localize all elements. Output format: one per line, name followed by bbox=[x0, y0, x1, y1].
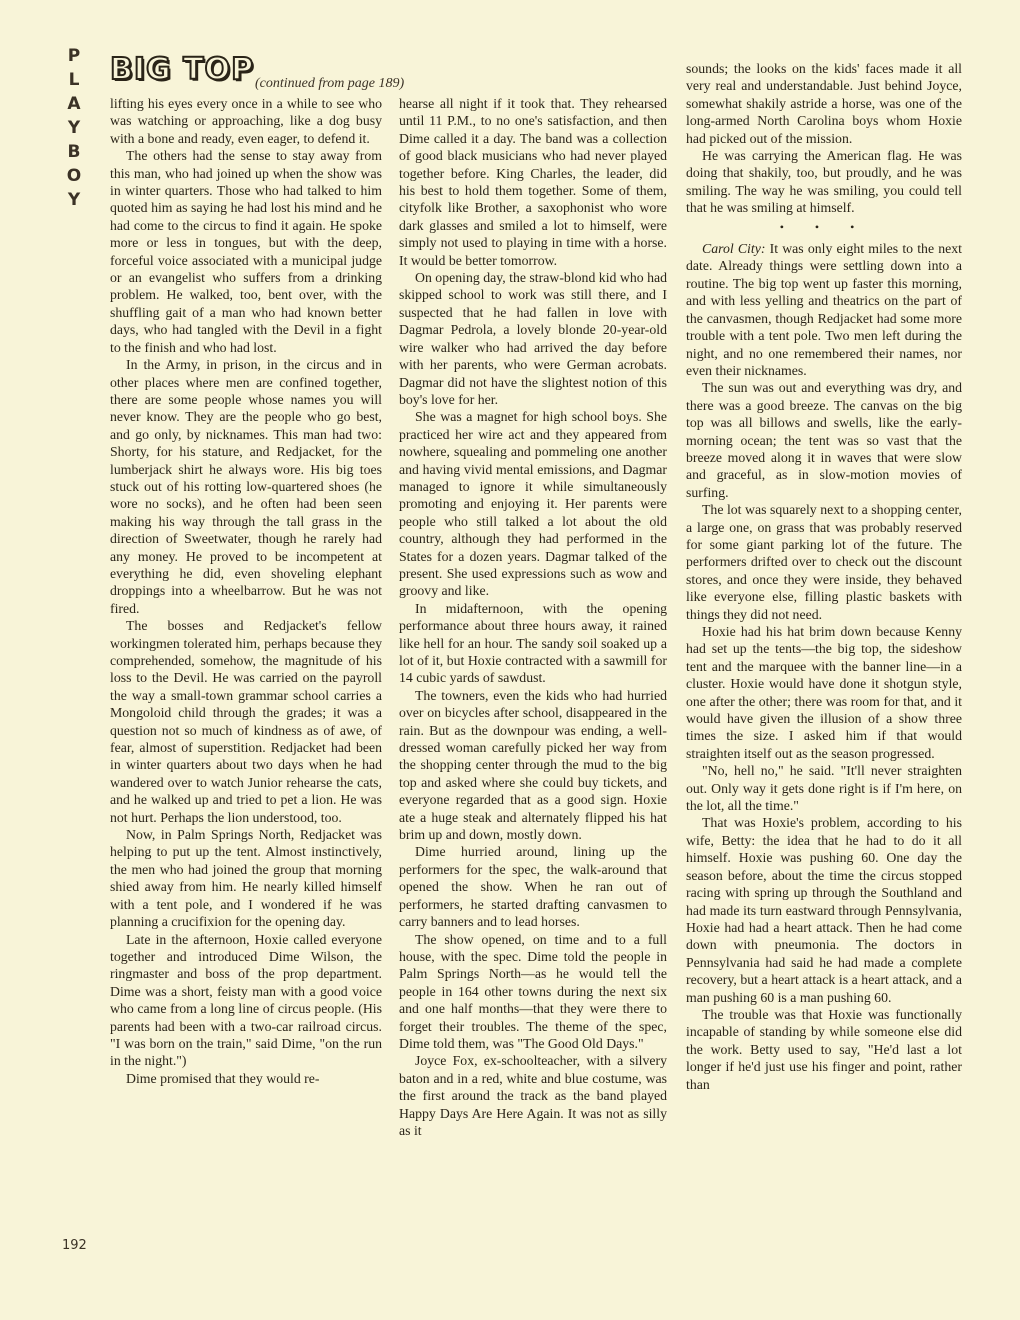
paragraph-text: It was only eight miles to the next date. Already things were settling down into a routine. The big top went up faster this morning, and with less yelling and theatrics on the part of the canvasmen, though Redjacket had some more trouble with a tent pole. Two men left during the night, and no one remembered their names, nor even their nicknames. bbox=[686, 241, 963, 378]
paragraph: The lot was squarely next to a shopping center, a large one, on grass that was probably reserved for some giant parking lot of the future. The performers drifted over to check out the discount stores, and once they were inside, they behaved like everyone else, filling plastic baskets with things they did not need. bbox=[686, 502, 962, 622]
paragraph: The show opened, on time and to a full house, with the spec. Dime told the people in Palm Springs North—as he would tell the people in 164 other towns during the next six and one half months—that they were there to forget their troubles. The theme of the spec, Dime told them, was "The Good Old Days." bbox=[399, 931, 667, 1051]
paragraph: Hoxie had his hat brim down because Kenny had set up the tents—the big top, the sideshow tent and the marquee with the banner line—in a cluster. Hoxie would have done it shotgun style, one after the other; there was room for that, and it would have given the illusion of a show three times the size. I asked him if that would straighten itself out as the season progressed. bbox=[686, 624, 962, 761]
paragraph: That was Hoxie's problem, according to his wife, Betty: the idea that he had to do it all himself. Hoxie was pushing 60. One day the season before, about the time the circus stopped racing with spring up through the Southland and had made its turn eastward through Pennsylvania, Hoxie had had a heart attack. Then he had come down with pneumonia. The doctors in Pennsylvania had said he had made a complete recovery, but a heart attack is a heart attack, and a man pushing 60 is a man pushing 60. bbox=[686, 815, 962, 1005]
logo-letter: A bbox=[67, 94, 81, 114]
paragraph: The sun was out and everything was dry, and there was a good breeze. The canvas on the big top was all billows and swells, like the early-morning ocean; the tent was so vast that the breeze moved along it in waves that were slow and graceful, as in slow-motion movies of surfing. bbox=[686, 380, 962, 500]
text-column-2 bbox=[399, 95, 667, 1139]
paragraph: lifting his eyes every once in a while to see who was watching or approaching, like a dog busy with a bone and ready, even eager, to defend it. bbox=[110, 96, 382, 146]
logo-letter: O bbox=[66, 166, 82, 186]
article-masthead: BIG TOP bbox=[110, 52, 255, 87]
dateline: Carol City: bbox=[702, 241, 766, 257]
paragraph: On opening day, the straw-blond kid who had skipped school to work was still there, and I suspected that he had fallen in love with Dagmar Pedrola, a lovely blonde 20-year-old wire walker who had arrived the day before with her parents, who were German acrobats. Dagmar did not have the slightest notion of this boy's love for her. bbox=[399, 270, 668, 407]
paragraph: The towners, even the kids who had hurried over on bicycles after school, disappeared in the rain. But as the downpour was ending, a well-dressed woman carefully picked her way from the shopping center through the mud to the big top and asked where she could buy tickets, and everyone regarded that as a good sign. Hoxie ate a huge steak and alternately flipped his hat brim up and down, mostly down. bbox=[399, 687, 667, 843]
text-column-3 bbox=[686, 60, 962, 1093]
paragraph: Dime hurried around, lining up the performers for the spec, the walk-around that opened the show. When he ran out of performers, he started drafting canvasmen to carry banners and to lead horses. bbox=[399, 844, 667, 930]
paragraph: Now, in Palm Springs North, Redjacket was helping to put up the tent. Almost instinctively, the men who had joined the group that morning shied away from him. He nearly killed himself with a tent pole, and I wondered if he was planning a crucifixion for the opening day. bbox=[110, 827, 382, 930]
logo-letter: P bbox=[67, 46, 81, 66]
paragraph: In the Army, in prison, in the circus and in other places where men are confined together, there are some people whose names you will never know. They are the people who go best, and go only, by nicknames. This man had two: Shorty, for his stature, and Redjacket, for the lumberjack shirt he always wore. His big toes stuck out of his rotting low-quartered shoes (he wore no socks), and he often had been seen making his way through the tall grass in the direction of Sweetwater, though he rarely had any money. He proved to be incompetent at everything he did, even shoveling elephant droppings into a wheelbarrow. But he was not fired. bbox=[110, 357, 382, 616]
text-column-1 bbox=[110, 95, 382, 1087]
paragraph: sounds; the looks on the kids' faces made it all very real and understandable. Just behind Joyce, somewhat shakily astride a horse, was one of the long-armed North Carolina boys whom Hoxie had picked out of the mission. bbox=[686, 61, 962, 146]
paragraph: The trouble was that Hoxie was functionally incapable of standing by while someone else did the work. Betty used to say, "He'd last a lot longer if he'd just use his finger and point, rather than bbox=[686, 1006, 962, 1092]
logo-letter: B bbox=[67, 142, 81, 162]
paragraph: Dime promised that they would re- bbox=[126, 1070, 320, 1086]
paragraph: hearse all night if it took that. They rehearsed until 11 P.M., to no one's satisfaction, and then Dime called it a day. The band was a collection of good black musicians who had never played together before. King Charles, the leader, did his best to hold them together. Some of them, cityfolk like Brother, a saxophonist who wore dark glasses and smiled a lot to himself, were simply not used to playing in time with a horse. It would be better tomorrow. bbox=[399, 96, 667, 268]
paragraph: He was carrying the American flag. He was doing that shakily, too, but proudly, and he was smiling. The way he was smiling, you could tell that he was smiling at himself. bbox=[686, 148, 962, 216]
paragraph: In midafternoon, with the opening performance about three hours away, it rained like hell for an hour. The sandy soil soaked up a lot of it, but Hoxie contracted with a sawmill for 14 cubic yards of sawdust. bbox=[399, 600, 667, 686]
magazine-vertical-logo bbox=[62, 44, 86, 212]
logo-letter: Y bbox=[67, 190, 81, 210]
page-number: 192 bbox=[62, 1238, 87, 1253]
paragraph: Joyce Fox, ex-schoolteacher, with a silvery baton and in a red, white and blue costume, was the first around the track as the band played Happy Days Are Here Again. It was not as silly as it bbox=[399, 1053, 667, 1138]
paragraph: The others had the sense to stay away from this man, who had joined up when the show was in winter quarters. Those who had talked to him quoted him as saying he had lost his mind and he had come to the circus to find it again. He spoke more or less in tongues, but with the deep, forceful voice associated with a municipal judge or an evangelist who suffers from a drinking problem. He walked, too, bent over, with the shuffling gait of a man who had known better days, who had tangled with the Devil in a fight to the finish and who had lost. bbox=[110, 148, 382, 355]
section-separator: • • • bbox=[779, 219, 869, 234]
logo-letter: L bbox=[68, 70, 80, 90]
paragraph bbox=[686, 240, 962, 379]
paragraph: Late in the afternoon, Hoxie called everyone together and introduced Dime Wilson, the ringmaster and boss of the prop department. Dime was a short, feisty man with a good voice who came from a long line of circus people. (His parents had been with a two-car railroad circus. "I was born on the train," said Dime, "on the run in the night.") bbox=[110, 931, 382, 1069]
paragraph: The bosses and Redjacket's fellow workingmen tolerated him, perhaps because they comprehended, somehow, the magnitude of his loss to the Devil. He was carried on the payroll the way a small-town grammar school carries a Mongoloid child through the grades; it was a question not so much of kindness as of awe, of fear, almost of superstition. Redjacket had been in winter quarters about two days when he had wandered over to watch Junior rehearse the cats, and he walked up and tried to pet a lion. He was not hurt. Perhaps the lion understood, too. bbox=[110, 618, 382, 825]
paragraph: "No, hell no," he said. "It'll never straighten out. Only way it gets done right is if I'm here, on the lot, all the time." bbox=[686, 763, 962, 814]
logo-letter: Y bbox=[67, 118, 81, 138]
paragraph: She was a magnet for high school boys. She practiced her wire act and they appeared from nowhere, squealing and pommeling one another and having vivid mental emissions, and Dagmar managed to ignore it while simultaneously promoting and enjoying it. Her parents were people who still talked a lot about the old country, although they had performed in the States for a dozen years. Dagmar talked of the present. She used expressions such as wow and groovy and like. bbox=[399, 409, 667, 599]
continued-note: (continued from page 189) bbox=[255, 76, 405, 91]
